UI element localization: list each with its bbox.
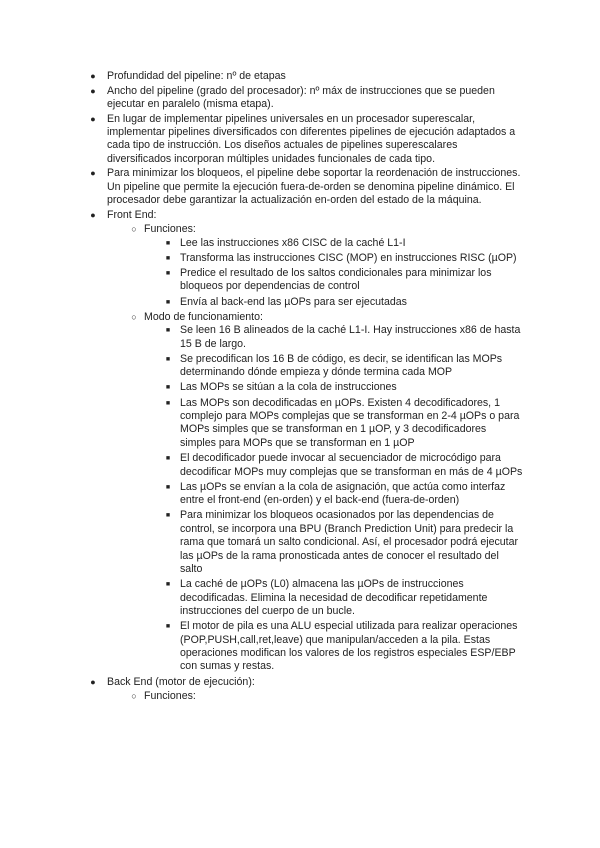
item-text: Funciones: xyxy=(144,689,196,702)
bullet-icon: ○ xyxy=(131,690,137,701)
item-text: El motor de pila es una ALU especial utilizada para realizar operaciones (POP,PUSH,call,ret,leave) que manipulan/acceden a la pila. Estas operaciones modifican los valores de los registros especiales ESP/EBP con sumas y restas. xyxy=(180,620,518,673)
bullet-icon: ■ xyxy=(165,254,171,262)
top-level-item xyxy=(0,113,600,167)
sub-list xyxy=(107,223,524,674)
top-level-item xyxy=(0,676,600,704)
bullet-icon: ○ xyxy=(131,311,137,322)
sub-sub-item xyxy=(0,578,524,618)
bullet-icon: ● xyxy=(90,168,96,179)
item-text: El decodificador puede invocar al secuenciador de microcódigo para decodificar MOPs muy complejas que se transforman en más de 4 µOPs xyxy=(180,452,523,478)
item-text: Lee las instrucciones x86 CISC de la caché L1-I xyxy=(180,236,406,249)
bullet-icon: ■ xyxy=(165,623,171,631)
sub-sub-item xyxy=(0,452,524,479)
bullet-icon: ■ xyxy=(165,581,171,589)
sub-sub-item xyxy=(0,267,524,294)
item-text: Se leen 16 B alineados de la caché L1-I. Hay instrucciones x86 de hasta 15 B de largo. xyxy=(180,324,521,350)
bullet-icon: ● xyxy=(90,676,96,687)
sub-item xyxy=(0,311,524,674)
bullet-icon: ● xyxy=(90,71,96,81)
sub-sub-item xyxy=(0,252,524,265)
bullet-icon: ● xyxy=(90,85,96,96)
item-text: Para minimizar los bloqueos, el pipeline debe soportar la reordenación de instrucciones. Un pipeline que permite la ejecución fuera-de-orden se denomina pipeline dinámico. El procesador debe garantizar la actualización en-orden del estado de la máquina. xyxy=(107,167,521,207)
item-text: Front End: xyxy=(107,208,157,221)
bullet-list xyxy=(0,70,600,703)
top-level-item xyxy=(0,167,600,207)
item-text: Transforma las instrucciones CISC (MOP) en instrucciones RISC (µOP) xyxy=(180,251,517,264)
item-text: Las µOPs se envían a la cola de asignación, que actúa como interfaz entre el front-end (en-orden) y el back-end (fuera-de-orden) xyxy=(180,480,506,507)
item-text: Back End (motor de ejecución): xyxy=(107,675,255,688)
sub-sub-item xyxy=(0,296,524,309)
item-text: Ancho del pipeline (grado del procesador): nº máx de instrucciones que se pueden ejecutar en paralelo (misma etapa). xyxy=(107,84,495,110)
item-text: La caché de µOPs (L0) almacena las µOPs de instrucciones decodificadas. Elimina la necesidad de decodificar repetidamente instrucciones del cuerpo de un bucle. xyxy=(180,578,488,617)
sub-sub-item xyxy=(0,620,524,674)
bullet-icon: ● xyxy=(90,113,96,124)
sub-sub-list xyxy=(144,237,524,309)
bullet-icon: ■ xyxy=(165,384,171,392)
bullet-icon: ■ xyxy=(165,399,171,407)
top-level-item xyxy=(0,70,600,83)
sub-item xyxy=(0,690,524,703)
sub-item xyxy=(0,223,524,309)
sub-sub-item xyxy=(0,353,524,380)
sub-sub-item xyxy=(0,381,524,394)
item-text: Se precodifican los 16 B de código, es decir, se identifican las MOPs determinando dónde empieza y dónde termina cada MOP xyxy=(180,352,503,379)
item-text: Envía al back-end las µOPs para ser ejecutadas xyxy=(180,295,407,308)
bullet-icon: ■ xyxy=(165,298,171,306)
sub-sub-list xyxy=(144,324,524,674)
sub-sub-item xyxy=(0,509,524,576)
sub-sub-item xyxy=(0,324,524,351)
item-text: Para minimizar los bloqueos ocasionados por las dependencias de control, se incorpora una BPU (Branch Prediction Unit) para predecir la rama que tomará un salto condicional. Así, el procesador podrá ejecutar las µOPs de la rama pronosticada antes de conocer el resultado del salto xyxy=(180,509,519,575)
top-level-item xyxy=(0,209,600,674)
sub-list xyxy=(107,690,524,703)
sub-sub-item xyxy=(0,481,524,508)
item-text: Modo de funcionamiento: xyxy=(144,310,263,323)
bullet-icon: ■ xyxy=(165,483,171,491)
item-text: Profundidad del pipeline: nº de etapas xyxy=(107,70,286,82)
bullet-icon: ■ xyxy=(165,355,171,363)
bullet-icon: ■ xyxy=(165,512,171,520)
item-text: Las MOPs se sitúan a la cola de instrucciones xyxy=(180,381,397,394)
bullet-icon: ■ xyxy=(165,327,171,335)
item-text: Las MOPs son decodificadas en µOPs. Existen 4 decodificadores, 1 complejo para MOPs complejas que se transforman en 2-4 µOPs o para MOPs simples que se transforman en 1 µOP, y 3 decodificadores simples para MOPs que se transforman en 1 µOP xyxy=(180,396,520,449)
bullet-icon: ■ xyxy=(165,239,171,247)
item-text: Predice el resultado de los saltos condicionales para minimizar los bloqueos por dependencias de control xyxy=(180,267,492,293)
bullet-icon: ■ xyxy=(165,270,171,278)
item-text: En lugar de implementar pipelines universales en un procesador superescalar, implementar pipelines diversificados con diferentes pipelines de ejecución adaptados a cada tipo de instrucción. Los diseños actuales de pipelines superescalares diversificados incorporan múltiples unidades funcionales de cada tipo. xyxy=(107,112,516,165)
top-level-item xyxy=(0,85,600,112)
sub-sub-item xyxy=(0,237,524,250)
bullet-icon: ■ xyxy=(165,455,171,463)
bullet-icon: ○ xyxy=(131,224,137,235)
item-text: Funciones: xyxy=(144,223,196,236)
sub-sub-item xyxy=(0,397,524,451)
bullet-icon: ● xyxy=(90,209,96,220)
